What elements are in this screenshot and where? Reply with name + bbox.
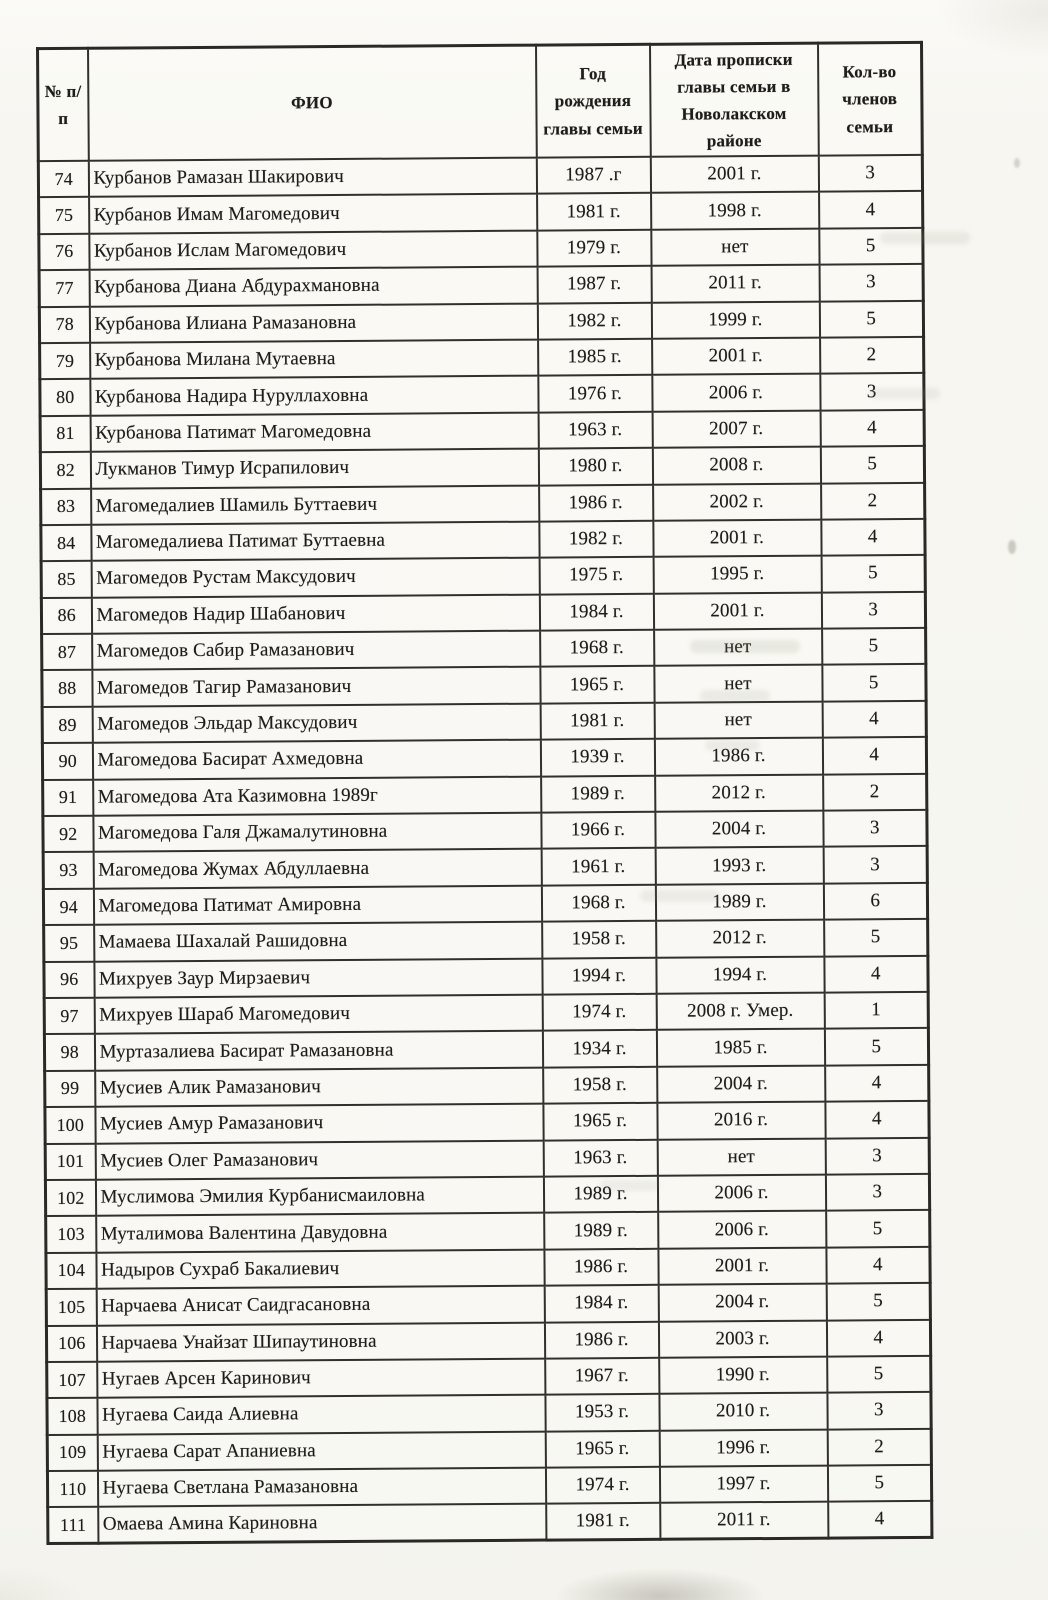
table-body	[38, 155, 932, 1544]
row-number-cell: 101	[45, 1143, 95, 1180]
birth-year-cell: 1953 г.	[545, 1394, 659, 1431]
row-number-cell: 84	[41, 525, 91, 562]
birth-year-cell: 1987 .г	[536, 157, 650, 194]
members-count-cell: 4	[828, 1501, 932, 1538]
table-row	[47, 1429, 931, 1472]
members-count-cell: 6	[823, 883, 927, 920]
table-row	[42, 664, 926, 707]
row-number-cell: 103	[46, 1216, 96, 1253]
name-cell: Курбанов Имам Магомедович	[89, 194, 537, 234]
table-row	[39, 264, 923, 307]
table-row	[44, 992, 928, 1035]
birth-year-cell: 1982 г.	[539, 521, 653, 558]
table-row	[43, 846, 927, 889]
row-number-cell: 75	[39, 197, 89, 234]
table-row	[40, 410, 924, 453]
table-row	[45, 1137, 929, 1180]
header-cell-number: № п/п	[38, 48, 89, 161]
table-row	[43, 883, 927, 926]
table-row	[39, 228, 923, 271]
name-cell: Нугаева Саида Алиевна	[97, 1395, 545, 1435]
registration-date-cell: 2004 г.	[658, 1284, 826, 1322]
header-cell-birth-year: Год рождения главы семьи	[536, 44, 651, 157]
name-cell: Михруев Шараб Магомедович	[94, 995, 542, 1035]
row-number-cell: 89	[42, 707, 92, 744]
row-number-cell: 110	[47, 1471, 97, 1508]
table-row	[42, 628, 926, 671]
name-cell: Магомедов Тагир Рамазанович	[92, 667, 540, 707]
name-cell: Курбанов Рамазан Шакирович	[88, 158, 536, 198]
row-number-cell: 88	[42, 670, 92, 707]
scan-speck	[1008, 540, 1016, 554]
registration-date-cell: 1985 г.	[656, 1029, 824, 1067]
birth-year-cell: 1974 г.	[545, 1467, 659, 1504]
name-cell: Лукманов Тимур Исрапилович	[90, 449, 538, 489]
birth-year-cell: 1981 г.	[540, 703, 654, 740]
table-row	[44, 919, 928, 962]
row-number-cell: 94	[43, 889, 93, 926]
name-cell: Мамаева Шахалай Рашидовна	[94, 922, 542, 962]
members-count-cell: 3	[827, 1392, 931, 1429]
table-row	[45, 1174, 929, 1217]
header-cell-members-count: Кол-во членов семьи	[818, 42, 923, 155]
birth-year-cell: 1989 г.	[543, 1176, 657, 1213]
birth-year-cell: 1986 г.	[544, 1321, 658, 1358]
name-cell: Нарчаева Унайзат Шипаутиновна	[96, 1322, 544, 1362]
birth-year-cell: 1994 г.	[542, 957, 656, 994]
table-row	[41, 592, 925, 635]
members-count-cell: 5	[819, 228, 923, 265]
row-number-cell: 100	[45, 1107, 95, 1144]
registration-date-cell: 2011 г.	[651, 265, 819, 303]
registration-date-cell: 1998 г.	[651, 192, 819, 230]
members-count-cell: 1	[824, 992, 928, 1029]
registration-date-cell: 2008 г.	[652, 447, 820, 485]
birth-year-cell: 1939 г.	[540, 739, 654, 776]
registration-date-cell: 1993 г.	[655, 847, 823, 885]
row-number-cell: 97	[44, 998, 94, 1035]
members-count-cell: 5	[820, 446, 924, 483]
registration-date-cell: 1997 г.	[659, 1466, 827, 1504]
row-number-cell: 106	[46, 1325, 96, 1362]
table-row	[46, 1283, 930, 1326]
members-count-cell: 4	[822, 737, 926, 774]
table-row	[39, 300, 923, 343]
birth-year-cell: 1982 г.	[537, 302, 651, 339]
row-number-cell: 93	[43, 852, 93, 889]
name-cell: Мусиев Олег Рамазанович	[95, 1140, 543, 1180]
members-count-cell: 3	[818, 155, 922, 192]
name-cell: Курбанова Диана Абдурахмановна	[89, 267, 537, 307]
name-cell: Магомедов Надир Шабанович	[91, 594, 539, 634]
table-row	[44, 1028, 928, 1071]
birth-year-cell: 1963 г.	[543, 1139, 657, 1176]
members-count-cell: 5	[822, 628, 926, 665]
name-cell: Нугаева Светлана Рамазановна	[97, 1468, 545, 1508]
name-cell: Муталимова Валентина Давудовна	[96, 1213, 544, 1253]
row-number-cell: 86	[41, 597, 91, 634]
registration-date-cell: нет	[654, 701, 822, 739]
table-row	[41, 555, 925, 598]
name-cell: Курбанов Ислам Магомедович	[89, 230, 537, 270]
birth-year-cell: 1989 г.	[544, 1212, 658, 1249]
birth-year-cell: 1987 г.	[537, 266, 651, 303]
members-count-cell: 4	[826, 1319, 930, 1356]
members-count-cell: 5	[827, 1356, 931, 1393]
birth-year-cell: 1958 г.	[542, 921, 656, 958]
birth-year-cell: 1966 г.	[541, 812, 655, 849]
members-count-cell: 4	[824, 955, 928, 992]
table-row	[47, 1356, 931, 1399]
registration-date-cell: нет	[654, 629, 822, 667]
birth-year-cell: 1981 г.	[537, 193, 651, 230]
table-row	[42, 737, 926, 780]
name-cell: Курбанова Патимат Магомедовна	[90, 412, 538, 452]
name-cell: Магомедов Эльдар Максудович	[92, 703, 540, 743]
table-row	[47, 1465, 931, 1508]
row-number-cell: 80	[40, 379, 90, 416]
name-cell: Курбанова Илиана Рамазановна	[89, 303, 537, 343]
row-number-cell: 98	[44, 1034, 94, 1071]
row-number-cell: 95	[44, 925, 94, 962]
table-row	[38, 155, 922, 198]
members-count-cell: 5	[827, 1465, 931, 1502]
birth-year-cell: 1986 г.	[544, 1249, 658, 1286]
registration-date-cell: 2001 г.	[658, 1247, 826, 1285]
name-cell: Муслимова Эмилия Курбанисмаиловна	[95, 1177, 543, 1217]
table-row	[46, 1247, 930, 1290]
name-cell: Омаева Амина Кариновна	[98, 1504, 546, 1544]
row-number-cell: 102	[45, 1180, 95, 1217]
header-cell-registration: Дата прописки главы семьи в Новолакском районе	[650, 43, 819, 157]
registration-date-cell: 1996 г.	[659, 1429, 827, 1467]
name-cell: Магомедова Галя Джамалутиновна	[93, 813, 541, 853]
birth-year-cell: 1981 г.	[546, 1503, 660, 1540]
registration-date-cell: 2003 г.	[658, 1320, 826, 1358]
members-count-cell: 4	[825, 1065, 929, 1102]
name-cell: Магомедов Рустам Максудович	[91, 558, 539, 598]
table-row	[40, 446, 924, 489]
registration-date-cell: 2012 г.	[656, 920, 824, 958]
row-number-cell: 79	[40, 343, 90, 380]
members-count-cell: 3	[823, 810, 927, 847]
name-cell: Мусиев Алик Рамазанович	[95, 1067, 543, 1107]
members-count-cell: 4	[822, 701, 926, 738]
registration-date-cell: 2010 г.	[659, 1393, 827, 1431]
row-number-cell: 87	[42, 634, 92, 671]
members-count-cell: 2	[827, 1429, 931, 1466]
registration-date-cell: 2001 г.	[652, 338, 820, 376]
table-row	[46, 1319, 930, 1362]
birth-year-cell: 1958 г.	[543, 1067, 657, 1104]
members-count-cell: 2	[820, 337, 924, 374]
members-count-cell: 4	[826, 1247, 930, 1284]
members-count-cell: 3	[823, 846, 927, 883]
table-row	[45, 1065, 929, 1108]
table-row	[41, 519, 925, 562]
birth-year-cell: 1986 г.	[539, 484, 653, 521]
row-number-cell: 85	[41, 561, 91, 598]
birth-year-cell: 1961 г.	[541, 848, 655, 885]
members-count-cell: 3	[821, 592, 925, 629]
row-number-cell: 82	[40, 452, 90, 489]
members-count-cell: 3	[825, 1174, 929, 1211]
birth-year-cell: 1967 г.	[545, 1358, 659, 1395]
birth-year-cell: 1965 г.	[543, 1103, 657, 1140]
birth-year-cell: 1984 г.	[544, 1285, 658, 1322]
table-row	[43, 774, 927, 817]
row-number-cell: 78	[39, 306, 89, 343]
members-count-cell: 3	[820, 373, 924, 410]
birth-year-cell: 1974 г.	[542, 994, 656, 1031]
registration-date-cell: 2006 г.	[652, 374, 820, 412]
name-cell: Магомедова Басират Ахмедовна	[92, 740, 540, 780]
registration-date-cell: 2004 г.	[655, 811, 823, 849]
members-count-cell: 5	[826, 1283, 930, 1320]
name-cell: Магомедова Патимат Амировна	[93, 885, 541, 925]
table-row	[40, 337, 924, 380]
members-count-cell: 2	[823, 774, 927, 811]
birth-year-cell: 1968 г.	[541, 885, 655, 922]
registration-date-cell: 2001 г.	[653, 520, 821, 558]
registration-date-cell: 2016 г.	[657, 1102, 825, 1140]
birth-year-cell: 1989 г.	[541, 775, 655, 812]
registration-date-cell: 1999 г.	[651, 301, 819, 339]
scanned-page	[36, 41, 933, 1545]
header-cell-name: ФИО	[88, 45, 537, 161]
registration-date-cell: 2001 г.	[653, 592, 821, 630]
birth-year-cell: 1934 г.	[542, 1030, 656, 1067]
name-cell: Магомедалиев Шамиль Буттаевич	[91, 485, 539, 525]
members-count-cell: 5	[822, 664, 926, 701]
registration-date-cell: 2012 г.	[655, 774, 823, 812]
row-number-cell: 99	[45, 1070, 95, 1107]
registration-date-cell: 2004 г.	[657, 1065, 825, 1103]
registration-date-cell: 2006 г.	[657, 1175, 825, 1213]
table-row	[40, 373, 924, 416]
scan-speck	[1014, 158, 1020, 168]
table-row	[47, 1392, 931, 1435]
row-number-cell: 77	[39, 270, 89, 307]
birth-year-cell: 1976 г.	[538, 375, 652, 412]
row-number-cell: 74	[38, 161, 88, 198]
row-number-cell: 91	[43, 779, 93, 816]
members-count-cell: 4	[819, 191, 923, 228]
members-count-cell: 5	[824, 919, 928, 956]
name-cell: Надыров Сухраб Бакалиевич	[96, 1249, 544, 1289]
name-cell: Курбанова Милана Мутаевна	[90, 340, 538, 380]
birth-year-cell: 1965 г.	[545, 1430, 659, 1467]
row-number-cell: 108	[47, 1398, 97, 1435]
name-cell: Курбанова Надира Нуруллаховна	[90, 376, 538, 416]
registration-date-cell: 2002 г.	[653, 483, 821, 521]
row-number-cell: 105	[46, 1289, 96, 1326]
row-number-cell: 76	[39, 234, 89, 271]
name-cell: Магомедалиева Патимат Буттаевна	[91, 522, 539, 562]
name-cell: Михруев Заур Мирзаевич	[94, 958, 542, 998]
registration-date-cell: нет	[651, 228, 819, 266]
name-cell: Мусиев Амур Рамазанович	[95, 1104, 543, 1144]
birth-year-cell: 1963 г.	[538, 412, 652, 449]
registration-date-cell: 2001 г.	[650, 156, 818, 194]
row-number-cell: 92	[43, 816, 93, 853]
row-number-cell: 111	[48, 1507, 98, 1544]
name-cell: Магомедова Ата Казимовна 1989г	[93, 776, 541, 816]
header-row	[38, 42, 923, 161]
row-number-cell: 96	[44, 961, 94, 998]
table-row	[44, 955, 928, 998]
family-registry-table	[36, 41, 933, 1545]
row-number-cell: 104	[46, 1252, 96, 1289]
name-cell: Магомедов Сабир Рамазанович	[92, 631, 540, 671]
registration-date-cell: 1995 г.	[653, 556, 821, 594]
name-cell: Нугаев Арсен Каринович	[97, 1358, 545, 1398]
table-row	[46, 1210, 930, 1253]
members-count-cell: 4	[820, 410, 924, 447]
table-row	[45, 1101, 929, 1144]
birth-year-cell: 1979 г.	[537, 230, 651, 267]
row-number-cell: 109	[47, 1434, 97, 1471]
name-cell: Нугаева Сарат Апаниевна	[97, 1431, 545, 1471]
row-number-cell: 83	[41, 488, 91, 525]
members-count-cell: 4	[821, 519, 925, 556]
birth-year-cell: 1985 г.	[538, 339, 652, 376]
registration-date-cell: 1989 г.	[655, 883, 823, 921]
members-count-cell: 5	[826, 1210, 930, 1247]
table-row	[42, 701, 926, 744]
name-cell: Магомедова Жумах Абдуллаевна	[93, 849, 541, 889]
registration-date-cell: 2011 г.	[660, 1502, 828, 1540]
birth-year-cell: 1968 г.	[540, 630, 654, 667]
birth-year-cell: 1965 г.	[540, 666, 654, 703]
registration-date-cell: нет	[657, 1138, 825, 1176]
table-row	[48, 1501, 932, 1544]
table-row	[43, 810, 927, 853]
members-count-cell: 5	[821, 555, 925, 592]
registration-date-cell: 2008 г. Умер.	[656, 993, 824, 1031]
table-row	[41, 482, 925, 525]
members-count-cell: 2	[821, 482, 925, 519]
members-count-cell: 4	[825, 1101, 929, 1138]
birth-year-cell: 1984 г.	[539, 593, 653, 630]
registration-date-cell: нет	[654, 665, 822, 703]
registration-date-cell: 1990 г.	[659, 1356, 827, 1394]
birth-year-cell: 1980 г.	[538, 448, 652, 485]
registration-date-cell: 1994 г.	[656, 956, 824, 994]
members-count-cell: 3	[819, 264, 923, 301]
registration-date-cell: 1986 г.	[654, 738, 822, 776]
registration-date-cell: 2006 г.	[658, 1211, 826, 1249]
members-count-cell: 5	[824, 1028, 928, 1065]
members-count-cell: 5	[819, 300, 923, 337]
table-row	[39, 191, 923, 234]
members-count-cell: 3	[825, 1137, 929, 1174]
birth-year-cell: 1975 г.	[539, 557, 653, 594]
row-number-cell: 107	[47, 1362, 97, 1399]
name-cell: Муртазалиева Басират Рамазановна	[94, 1031, 542, 1071]
registration-date-cell: 2007 г.	[652, 410, 820, 448]
row-number-cell: 90	[42, 743, 92, 780]
name-cell: Нарчаева Анисат Саидгасановна	[96, 1286, 544, 1326]
row-number-cell: 81	[40, 415, 90, 452]
table-header	[38, 42, 923, 161]
